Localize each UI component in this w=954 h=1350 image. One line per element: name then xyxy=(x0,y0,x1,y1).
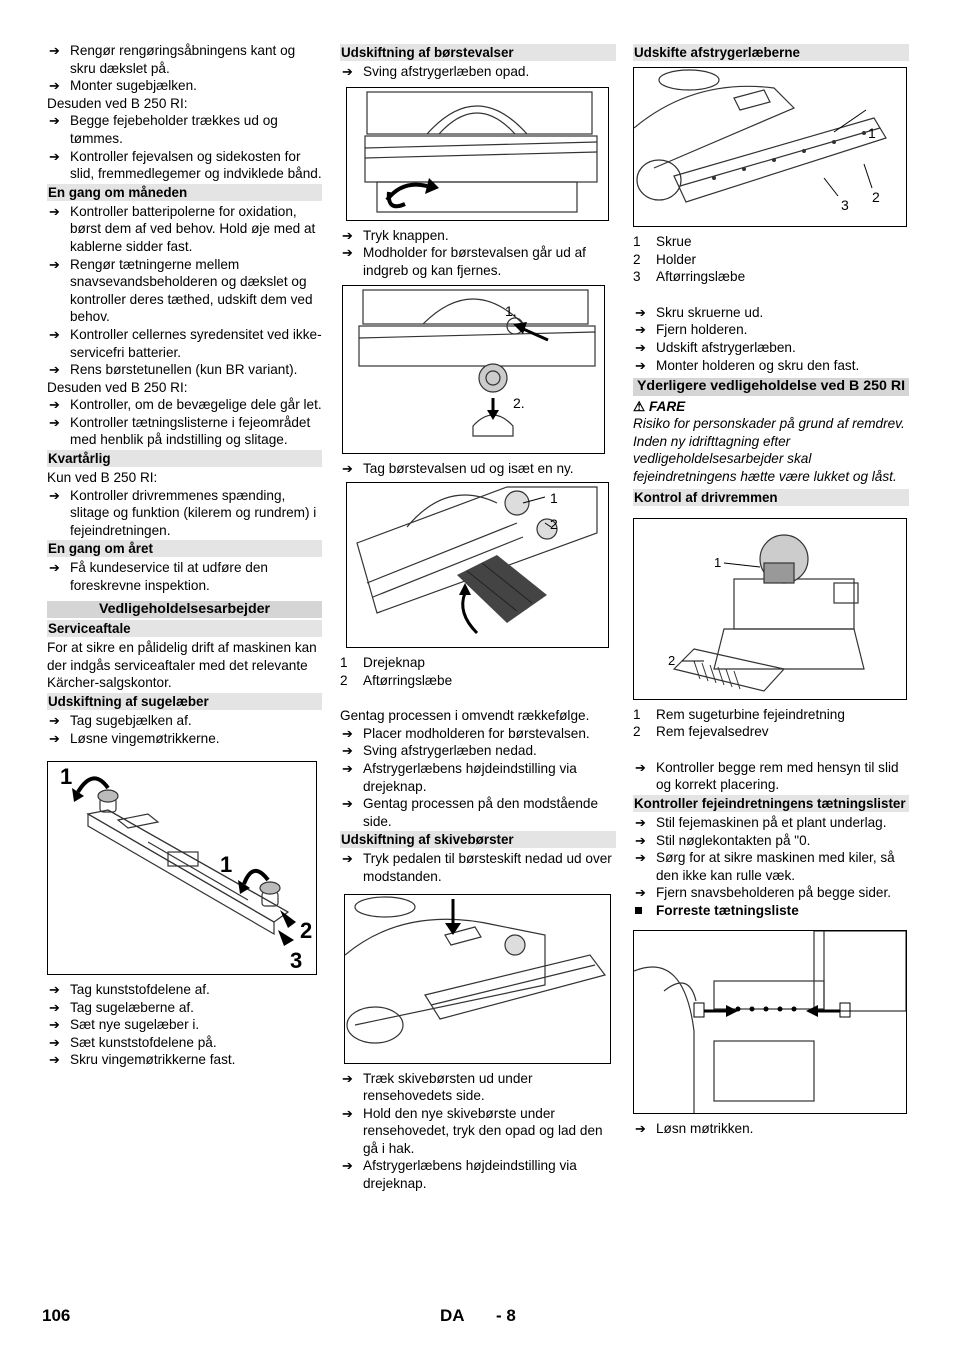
fig-label: 2 xyxy=(300,918,313,944)
step: ➔ Kontroller tætningslisterne i fejeområdet med henblik på indstilling og slitage. xyxy=(49,414,311,448)
arrow-right-icon: ➔ xyxy=(635,832,646,848)
step: ➔ Løsn møtrikken. xyxy=(635,1120,754,1136)
note: Desuden ved B 250 RI: xyxy=(47,95,188,111)
arrow-right-icon: ➔ xyxy=(49,43,60,58)
language-code: DA xyxy=(440,1306,465,1325)
arrow-right-icon: ➔ xyxy=(342,64,353,79)
legend-item: 2 Holder xyxy=(633,251,697,267)
arrow-right-icon: ➔ xyxy=(49,414,60,430)
step: ➔ Tag børstevalsen ud og isæt en ny. xyxy=(342,461,574,477)
note: Kun ved B 250 RI: xyxy=(47,470,158,486)
arrow-right-icon: ➔ xyxy=(49,256,60,272)
legend-item: 3 Aftørringslæbe xyxy=(633,269,746,285)
section-heading-seals: Kontroller fejeindretningens tætningslister xyxy=(633,795,909,812)
arrow-right-icon: ➔ xyxy=(49,326,60,342)
section-heading-belt: Kontrol af drivremmen xyxy=(633,489,909,506)
step: ➔ Få kundeservice til at udføre den foreskrevne inspektion. xyxy=(49,560,268,594)
arrow-right-icon: ➔ xyxy=(49,1052,60,1068)
fig-label: 2. xyxy=(513,395,525,412)
fig-label: 1 xyxy=(220,852,233,878)
section-heading-yearly: En gang om året xyxy=(47,540,322,557)
page-number: 106 xyxy=(42,1306,71,1325)
fig-label: 3 xyxy=(841,197,849,213)
legend-item: 1 Skrue xyxy=(633,234,692,249)
fig-label: 1 xyxy=(60,764,73,790)
arrow-right-icon: ➔ xyxy=(342,461,353,477)
step: ➔ Fjern snavsbeholderen på begge sider. xyxy=(635,885,892,901)
step: ➔ Gentag processen på den modstående side. xyxy=(342,796,599,829)
step: ➔ Kontroller, om de bevægelige dele går let. xyxy=(49,397,322,413)
step: ➔ Afstrygerlæbens højdeindstilling via drejeknap. xyxy=(342,760,577,794)
arrow-right-icon: ➔ xyxy=(49,362,60,378)
bullet-item: Forreste tætningsliste xyxy=(633,902,909,920)
arrow-right-icon: ➔ xyxy=(49,1034,60,1050)
fig-label: 1 xyxy=(714,554,722,570)
arrow-right-icon: ➔ xyxy=(635,759,646,775)
figure-seal xyxy=(633,930,907,1114)
step: ➔ Monter sugebjælken. xyxy=(49,78,197,94)
step: ➔ Kontroller batteripolerne for oxidation, børst dem af ved behov. Hold øje med at kablerne sidder fast. xyxy=(49,203,316,254)
step: ➔ Modholder for børstevalsen går ud af indgreb og kan fjernes. xyxy=(342,245,586,278)
section-heading-squeegee: Udskiftning af sugelæber xyxy=(47,693,322,710)
section-heading-quarterly: Kvartårlig xyxy=(47,450,322,467)
step: ➔ Sving afstrygerlæben opad. xyxy=(342,64,530,79)
column-3 xyxy=(633,42,909,1137)
fig-label: 1. xyxy=(505,303,517,320)
arrow-right-icon: ➔ xyxy=(342,743,353,759)
figure-brush-1 xyxy=(346,87,609,221)
arrow-right-icon: ➔ xyxy=(635,357,646,373)
step: ➔ Stil fejemaskinen på et plant underlag. xyxy=(635,815,887,830)
section-heading-brush-roller: Udskiftning af børstevalser xyxy=(340,44,616,61)
arrow-right-icon: ➔ xyxy=(342,1070,353,1086)
legend-item: 1 Drejeknap xyxy=(340,654,425,670)
section-heading-service: Serviceaftale xyxy=(47,620,322,637)
step: ➔ Løsne vingemøtrikkerne. xyxy=(49,730,220,746)
figure-wiper xyxy=(633,67,907,227)
arrow-right-icon: ➔ xyxy=(342,725,353,741)
step: ➔ Stil nøglekontakten på "0. xyxy=(635,832,811,848)
step: ➔ Tryk knappen. xyxy=(342,227,449,243)
step: ➔ Skru skruerne ud. xyxy=(635,304,764,320)
figure-disc-brush xyxy=(344,894,611,1064)
arrow-right-icon: ➔ xyxy=(49,1017,60,1033)
chapter-heading-maintenance: Vedligeholdelsesarbejder xyxy=(47,601,322,619)
step: ➔ Kontroller drivremmenes spænding, slitage og funktion (kilerem og rundrem) i fejeindretningen. xyxy=(49,487,317,538)
arrow-right-icon: ➔ xyxy=(635,304,646,320)
step: ➔ Monter holderen og skru den fast. xyxy=(635,357,860,373)
step: ➔ Kontroller begge rem med hensyn til slid og korrekt placering. xyxy=(635,759,899,793)
legend-item: 2 Aftørringslæbe xyxy=(340,672,453,688)
step: ➔ Afstrygerlæbens højdeindstilling via drejeknap. xyxy=(342,1158,577,1192)
step: ➔ Rengør tætningerne mellem snavsevandsbeholderen og dækslet og kontroller deres tæthed, udskift dem ved behov. xyxy=(49,256,313,325)
arrow-right-icon: ➔ xyxy=(635,850,646,866)
arrow-right-icon: ➔ xyxy=(49,560,60,576)
chapter-heading-extra: Yderligere vedligeholdelse ved B 250 RI xyxy=(633,378,909,396)
step: ➔ Kontroller cellernes syredensitet ved ikke-servicefri batterier. xyxy=(49,326,322,360)
arrow-right-icon: ➔ xyxy=(342,851,353,867)
step: ➔ Fjern holderen. xyxy=(635,322,748,338)
arrow-right-icon: ➔ xyxy=(49,487,60,503)
warning-triangle-icon: ⚠ xyxy=(633,398,646,414)
legend-item: 2 Rem fejevalsedrev xyxy=(633,724,769,740)
fig-label: 1 xyxy=(868,125,876,141)
fig-label: 1 xyxy=(550,489,558,506)
step: ➔ Rengør rengøringsåbningens kant og skru dækslet på. xyxy=(49,43,296,76)
step: ➔ Placer modholderen for børstevalsen. xyxy=(342,725,590,741)
step: ➔ Sæt nye sugelæber i. xyxy=(49,1017,200,1033)
section-heading-wiper: Udskifte afstrygerlæberne xyxy=(633,44,909,61)
arrow-right-icon: ➔ xyxy=(342,760,353,776)
arrow-right-icon: ➔ xyxy=(49,712,60,728)
arrow-right-icon: ➔ xyxy=(342,1105,353,1121)
arrow-right-icon: ➔ xyxy=(49,999,60,1015)
arrow-right-icon: ➔ xyxy=(342,796,353,812)
column-2 xyxy=(340,42,616,1193)
step: ➔ Begge fejebeholder trækkes ud og tømmes. xyxy=(49,113,278,146)
fig-label: 2 xyxy=(668,652,676,668)
arrow-right-icon: ➔ xyxy=(635,1120,646,1136)
arrow-right-icon: ➔ xyxy=(49,730,60,746)
step: ➔ Skru vingemøtrikkerne fast. xyxy=(49,1052,236,1068)
arrow-right-icon: ➔ xyxy=(635,815,646,830)
step: ➔ Tag kunststofdelene af. xyxy=(49,982,210,998)
note: Desuden ved B 250 RI: xyxy=(47,379,188,395)
figure-squeegee xyxy=(47,761,317,975)
danger-text: Risiko for personskader på grund af remdrev. Inden ny idrifttagning efter vedligeholdelsesarbejder skal fejeindretningens hætte være lukket og låst. xyxy=(633,416,905,485)
arrow-right-icon: ➔ xyxy=(635,339,646,355)
arrow-right-icon: ➔ xyxy=(342,227,353,243)
arrow-right-icon: ➔ xyxy=(49,397,60,413)
section-heading-disc-brush: Udskiftning af skivebørster xyxy=(340,831,616,848)
fig-label: 2 xyxy=(872,189,880,205)
step: ➔ Sørg for at sikre maskinen med kiler, så den ikke kan rulle væk. xyxy=(635,850,895,883)
section-heading-monthly: En gang om måneden xyxy=(47,184,322,201)
legend-item: 1 Rem sugeturbine fejeindretning xyxy=(633,706,845,722)
step: ➔ Træk skivebørsten ud under rensehovedets side. xyxy=(342,1070,533,1104)
arrow-right-icon: ➔ xyxy=(49,203,60,219)
fig-label: 2 xyxy=(550,515,558,532)
fig-label: 3 xyxy=(290,948,303,974)
arrow-right-icon: ➔ xyxy=(49,78,60,94)
figure-brush-3 xyxy=(346,482,609,648)
column-1 xyxy=(47,42,322,1069)
paragraph: For at sikre en pålidelig drift af maskinen kan der indgås serviceaftaler med det relevante Kärcher-salgskontor. xyxy=(47,640,317,691)
step: ➔ Hold den nye skivebørste under rensehovedet, tryk den opad og lad den gå i hak. xyxy=(342,1105,603,1156)
arrow-right-icon: ➔ xyxy=(49,982,60,998)
step: ➔ Rens børstetunellen (kun BR variant). xyxy=(49,362,298,378)
square-bullet-icon xyxy=(635,907,642,914)
paragraph: Gentag processen i omvendt rækkefølge. xyxy=(340,708,590,724)
step: ➔ Kontroller fejevalsen og sidekosten for slid, fremmedlegemer og indviklede bånd. xyxy=(49,148,322,182)
step: ➔ Tag sugelæberne af. xyxy=(49,999,194,1015)
arrow-right-icon: ➔ xyxy=(49,148,60,164)
figure-belt xyxy=(633,518,907,700)
danger-heading: ⚠ FARE xyxy=(633,398,686,414)
arrow-right-icon: ➔ xyxy=(635,322,646,338)
step: ➔ Sæt kunststofdelene på. xyxy=(49,1034,217,1050)
arrow-right-icon: ➔ xyxy=(635,885,646,901)
step: ➔ Tag sugebjælken af. xyxy=(49,712,192,728)
figure-brush-2 xyxy=(342,285,605,454)
step: ➔ Sving afstrygerlæben nedad. xyxy=(342,743,537,759)
section-page: - 8 xyxy=(496,1306,516,1325)
arrow-right-icon: ➔ xyxy=(342,1158,353,1174)
step: ➔ Udskift afstrygerlæben. xyxy=(635,339,796,355)
arrow-right-icon: ➔ xyxy=(49,113,60,129)
step: ➔ Tryk pedalen til børsteskift nedad ud over modstanden. xyxy=(342,851,612,884)
arrow-right-icon: ➔ xyxy=(342,245,353,261)
